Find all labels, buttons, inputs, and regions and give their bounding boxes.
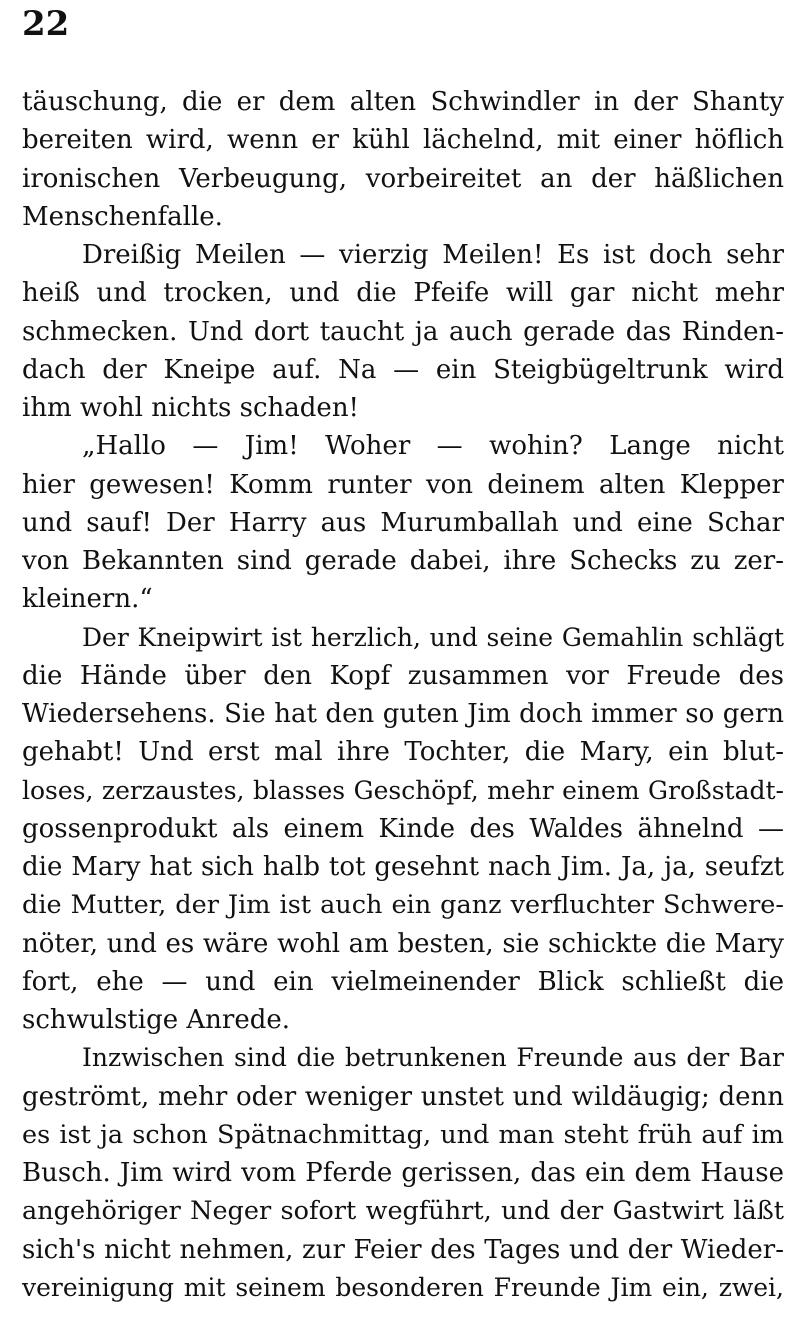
body-text (22, 83, 784, 1307)
text-line: heiß und trocken, und die Pfeife will gar nicht mehr (22, 278, 784, 309)
text-line: Busch. Jim wird vom Pferde gerissen, das ein dem Hause (22, 1158, 784, 1188)
page-number: 22 (22, 4, 70, 44)
text-line: Dreißig Meilen — vierzig Meilen! Es ist doch sehr (82, 240, 784, 270)
text-line: fort, ehe — und ein vielmeinender Blick schließt die (22, 966, 784, 997)
text-line: gossenprodukt als einem Kinde des Waldes ähnelnd — (22, 813, 784, 844)
text-line: schwulstige Anrede. (22, 1005, 290, 1035)
text-line: Der Kneipwirt ist herzlich, und seine Gemahlin schlägt (82, 622, 784, 652)
text-line: Wiedersehens. Sie hat den guten Jim doch immer so gern (22, 699, 784, 729)
text-line: kleinern.“ (22, 584, 153, 615)
text-line: gehabt! Und erst mal ihre Tochter, die Mary, ein blut- (22, 737, 784, 768)
text-line: Menschenfalle. (22, 201, 223, 232)
text-line: nöter, und es wäre wohl am besten, sie schickte die Mary (22, 928, 784, 959)
text-line: hier gewesen! Komm runter von deinem alten Klepper (22, 469, 784, 500)
text-line: die Hände über den Kopf zusammen vor Freude des (22, 660, 784, 691)
text-line: die Mutter, der Jim ist auch ein ganz verfluchter Schwere- (22, 890, 784, 921)
text-line: angehöriger Neger sofort wegführt, und der Gastwirt läßt (22, 1196, 784, 1227)
text-line: „Hallo — Jim! Woher — wohin? Lange nicht (82, 431, 784, 462)
text-line: die Mary hat sich halb tot gesehnt nach Jim. Ja, ja, seufzt (22, 852, 784, 882)
text-line: ironischen Verbeugung, vorbeireitet an der häßlichen (22, 163, 784, 194)
text-line: es ist ja schon Spätnachmittag, und man steht früh auf im (22, 1119, 784, 1150)
text-line: von Bekannten sind gerade dabei, ihre Schecks zu zer- (22, 546, 784, 576)
text-line: geströmt, mehr oder weniger unstet und wildäugig; denn (22, 1081, 784, 1112)
text-line: täuschung, die er dem alten Schwindler in der Shanty (22, 87, 784, 117)
text-line: dach der Kneipe auf. Na — ein Steigbügeltrunk wird (22, 354, 784, 385)
text-line: sich's nicht nehmen, zur Feier des Tages und der Wieder- (22, 1234, 784, 1265)
text-line: vereinigung mit seinem besonderen Freunde Jim ein, zwei, (22, 1272, 784, 1302)
text-line: bereiten wird, wenn er kühl lächelnd, mit einer höflich (22, 125, 784, 156)
text-line: und sauf! Der Harry aus Murumballah und eine Schar (22, 507, 784, 538)
text-line: Inzwischen sind die betrunkenen Freunde aus der Bar (82, 1043, 784, 1073)
text-line: ihm wohl nichts schaden! (22, 393, 360, 423)
text-line: schmecken. Und dort taucht ja auch gerade das Rinden- (22, 316, 784, 347)
text-line: loses, zerzaustes, blasses Geschöpf, mehr einem Großstadt- (22, 775, 784, 805)
